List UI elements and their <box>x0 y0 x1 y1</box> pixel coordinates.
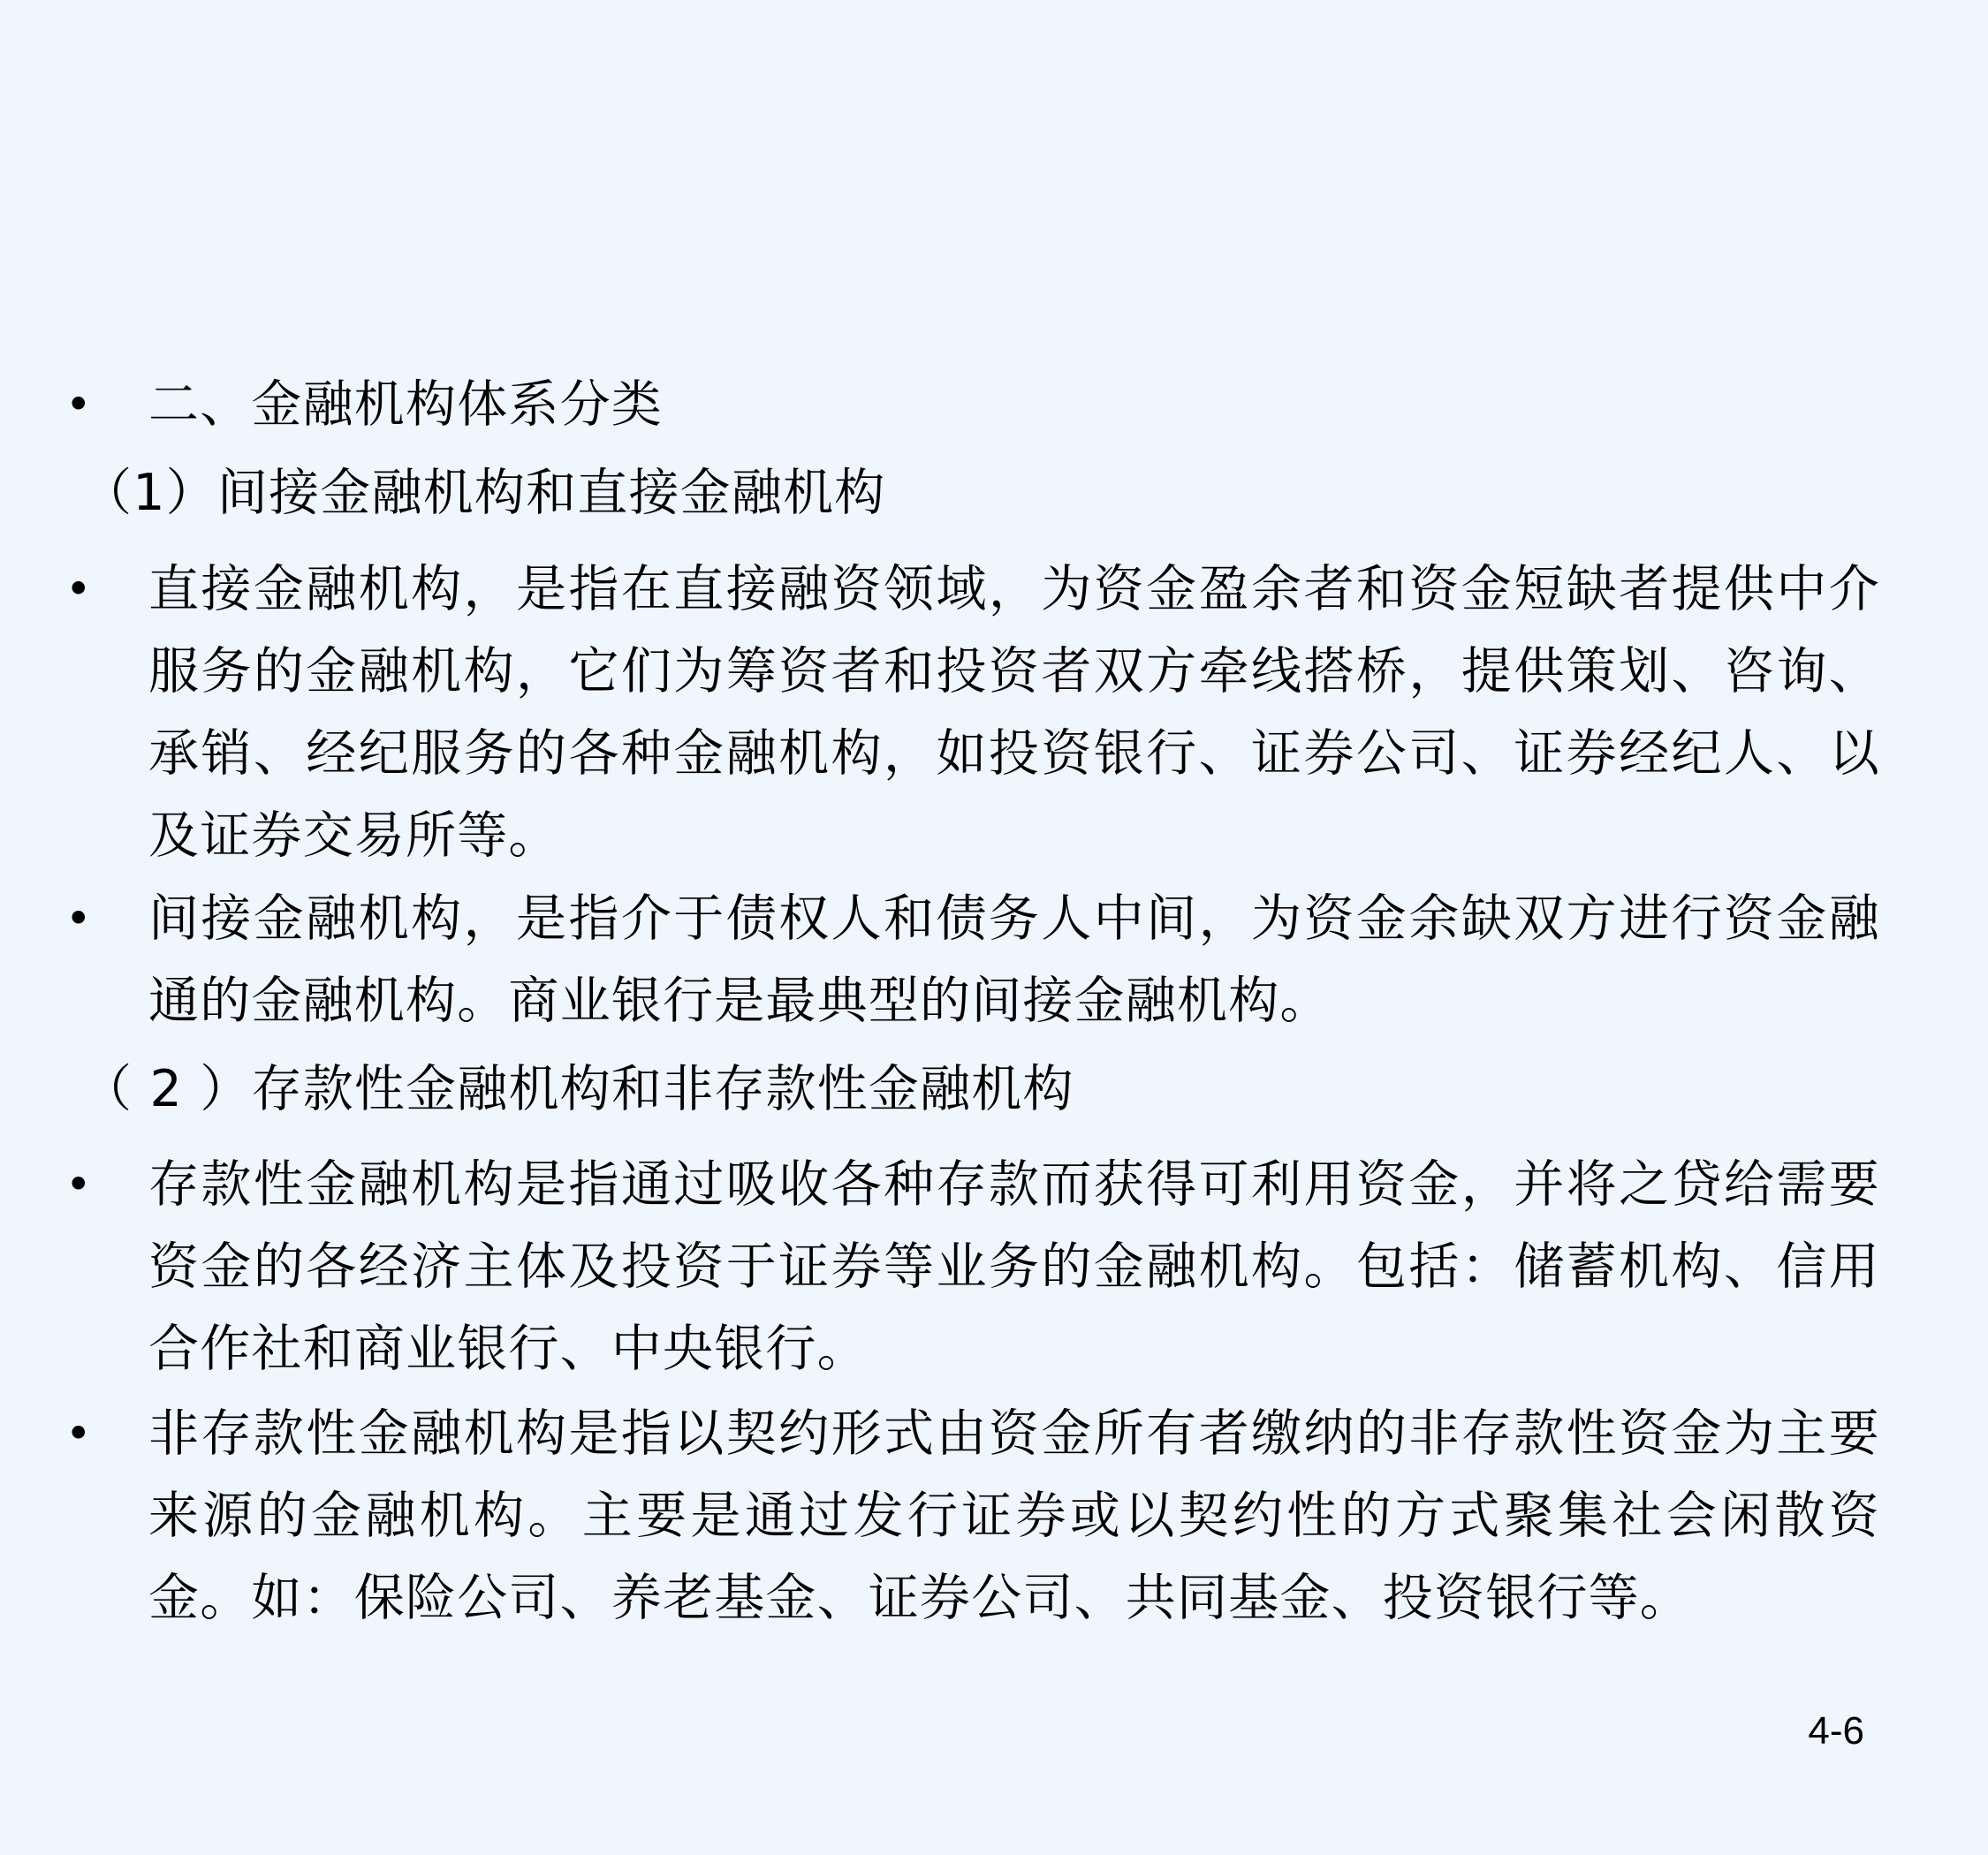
bullet-icon: • <box>65 564 92 615</box>
bullet-text: 非存款性金融机构是指以契约形式由资金所有者缴纳的非存款性资金为主要来源的金融机构。主要是通过发行证券或以契约性的方式聚集社会闲散资金。如：保险公司、养老基金、证券公司、共同基金、投资银行等。 <box>148 1404 1880 1627</box>
section-heading: 二、金融机构体系分类 <box>148 375 663 434</box>
page-number: 4-6 <box>1808 1709 1864 1753</box>
bullet-icon: • <box>65 893 92 944</box>
subheading-depository: （ 2 ）存款性金融机构和非存款性金融机构 <box>81 1060 1074 1118</box>
bullet-text: 直接金融机构，是指在直接融资领域，为资金盈余者和资金短缺者提供中介服务的金融机构，它们为筹资者和投资者双方牵线搭桥，提供策划、咨询、承销、经纪服务的各种金融机构，如投资银行、证券公司、证券经纪人、以及证券交易所等。 <box>148 560 1880 865</box>
bullet-text: 间接金融机构，是指介于债权人和债务人中间，为资金余缺双方进行资金融通的金融机构。商业银行是最典型的间接金融机构。 <box>148 890 1880 1030</box>
subheading-direct-indirect: （1）间接金融机构和直接金融机构 <box>81 464 886 522</box>
bullet-icon: • <box>65 1408 92 1459</box>
bullet-icon: • <box>65 1159 92 1210</box>
bullet-text: 存款性金融机构是指通过吸收各种存款而获得可利用资金，并将之贷给需要资金的各经济主体及投资于证券等业务的金融机构。包括：储蓄机构、信用合作社和商业银行、中央银行。 <box>148 1155 1880 1378</box>
bullet-icon: • <box>65 379 92 430</box>
